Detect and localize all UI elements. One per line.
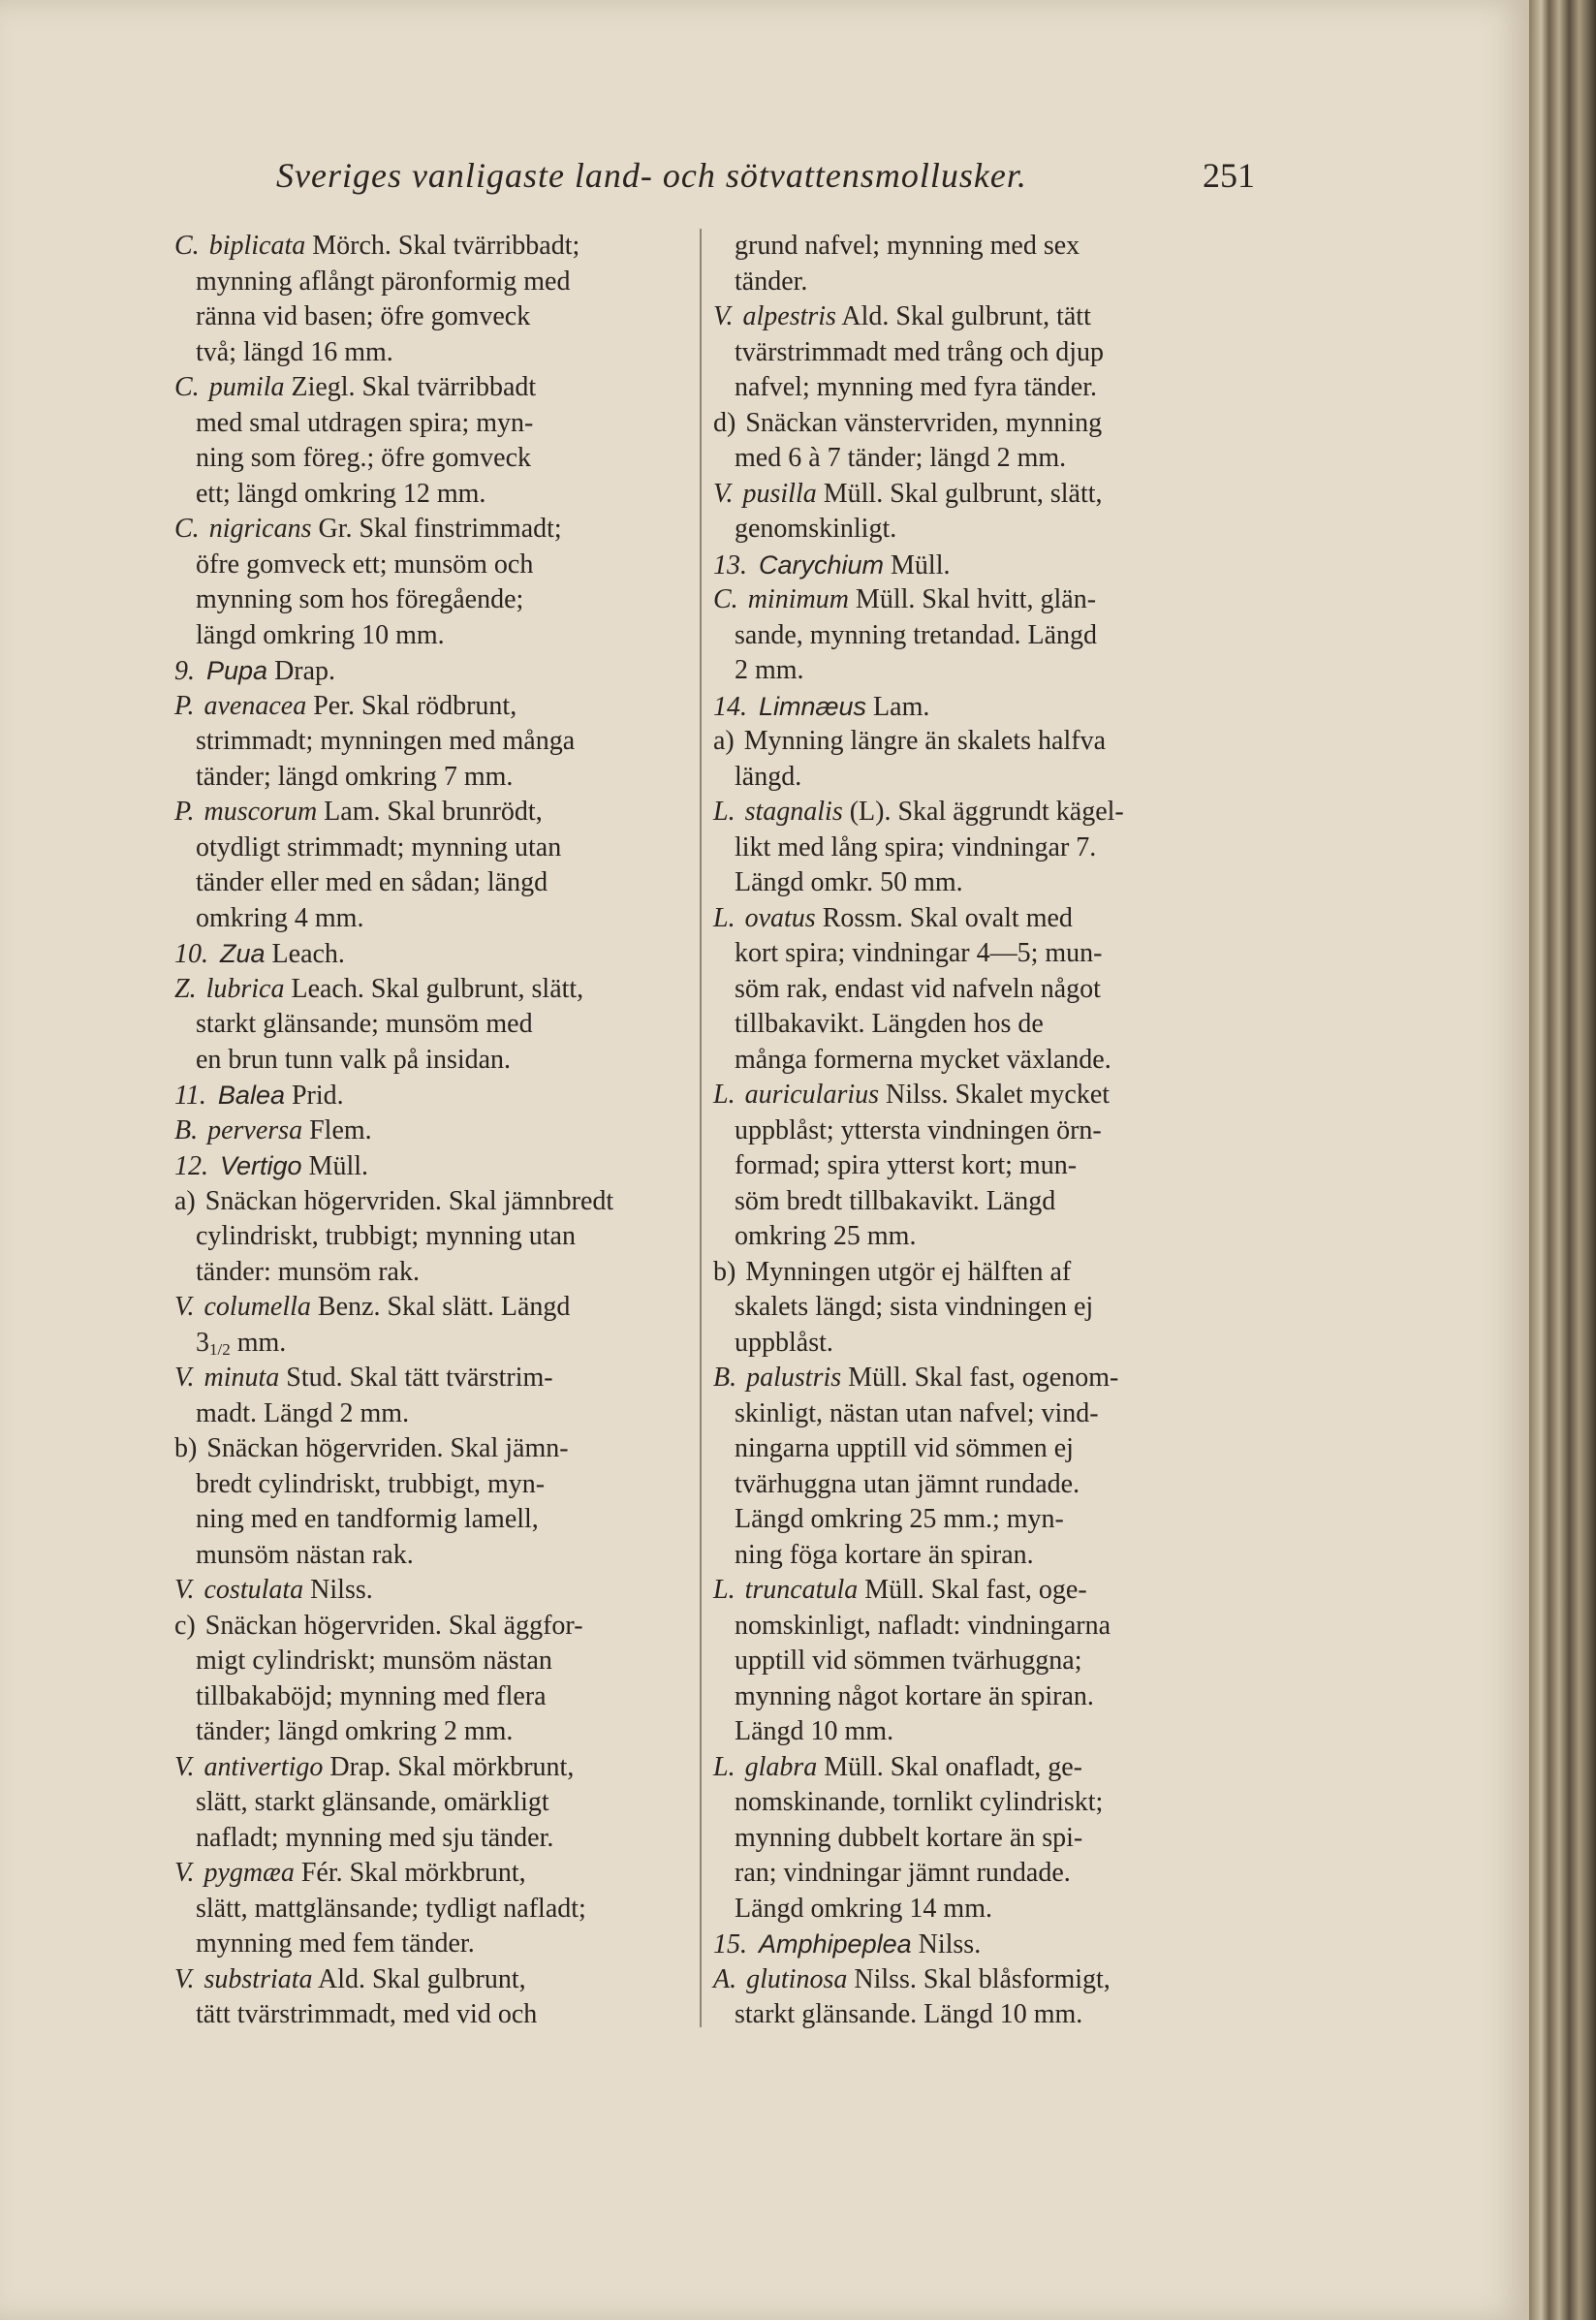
line-text: Müll. Skal fast, ogenom- [841,1363,1119,1393]
text-line [713,1962,1277,1998]
text-line [174,265,686,300]
text-line [713,1573,1277,1609]
species-name: pygmæa [203,1858,295,1888]
genus-name: Vertigo [220,1151,302,1180]
line-text: tillbakavikt. Längden hos de [735,1009,1044,1039]
entry-label: A. [713,1963,737,1994]
text-line [713,1148,1277,1184]
text-line [174,1361,686,1396]
text-line [713,653,1277,689]
entry-label: C. [174,372,200,402]
species-name: glutinosa [746,1963,848,1994]
genus-name: Limnæus [759,691,867,721]
line-text: Müll. Skal fast, oge- [858,1575,1087,1605]
entry-label: Z. [174,973,197,1004]
line-text: Nilss. Skal blåsformigt, [847,1963,1111,1994]
line-text: formad; spira ytterst kort; mun- [735,1150,1078,1180]
text-line [713,1856,1277,1892]
species-name: nigricans [208,514,312,544]
line-text: starkt glänsande. Längd 10 mm. [735,1999,1083,2029]
section-number: 12. [174,1151,208,1181]
text-line [174,1644,686,1679]
book-edge [1529,0,1596,2320]
text-line [174,370,686,406]
line-text: starkt glänsande; munsöm med [196,1009,533,1039]
line-text: ran; vindningar jämnt rundade. [735,1858,1071,1888]
text-line [174,1856,686,1892]
page-number: 251 [1203,156,1255,195]
text-line [174,1113,686,1149]
line-text: Prid. [284,1081,344,1111]
text-line [174,406,686,442]
text-line [174,1078,686,1113]
entry-label: L. [713,797,735,827]
text-line [174,1679,686,1715]
line-text: Stud. Skal tätt tvärstrim- [279,1363,553,1393]
line-text: 2 mm. [735,655,804,685]
text-line [713,1892,1277,1928]
text-line [174,335,686,371]
line-text: tätt tvärstrimmadt, med vid och [196,1999,538,2029]
text-line [713,1644,1277,1679]
line-text: ränna vid basen; öfre gomveck [196,301,531,331]
text-line [713,760,1277,796]
line-text: Gr. Skal finstrimmadt; [311,514,562,544]
entry-label: V. [174,1751,195,1782]
line-text: tänder; längd omkring 7 mm. [196,761,514,792]
species-name: muscorum [203,797,318,827]
text-line [713,441,1277,477]
line-text: Mynning längre än skalets halfva [743,726,1106,756]
text-line [174,760,686,796]
line-text: ning som föreg.; öfre gomveck [196,443,532,473]
line-text: Fér. Skal mörkbrunt, [294,1858,526,1888]
line-text: Drap. Skal mörkbrunt, [323,1751,575,1782]
line-text: slätt, starkt glänsande, omärkligt [196,1787,549,1817]
entry-label: V. [174,1963,195,1994]
entry-label: L. [713,902,735,933]
text-line [713,1609,1277,1645]
line-text: tvärhuggna utan jämnt rundade. [735,1468,1080,1499]
text-line [713,1927,1277,1962]
text-line [713,1502,1277,1538]
line-text: nomskinligt, nafladt: vindningarna [735,1610,1111,1641]
text-line [713,1679,1277,1715]
line-text: cylindriskt, trubbigt; mynning utan [196,1221,576,1251]
column-divider [700,229,702,2027]
entry-label: V. [713,478,734,509]
text-line [713,406,1277,442]
text-line [713,1219,1277,1255]
species-name: pusilla [742,478,817,509]
line-text: söm rak, endast vid nafveln något [735,973,1101,1004]
line-text: Ald. Skal gulbrunt, tätt [835,301,1091,331]
line-text: många formerna mycket växlande. [735,1044,1111,1075]
text-line [713,1821,1277,1857]
text-line [174,1502,686,1538]
line-text: slätt, mattglänsande; tydligt nafladt; [196,1893,586,1924]
species-name: palustris [746,1363,842,1393]
entry-label: C. [713,584,738,614]
line-text: tänder; längd omkring 2 mm. [196,1716,514,1746]
text-line [174,1785,686,1821]
line-text: Mörch. Skal tvärribbadt; [305,231,580,261]
species-name: alpestris [742,301,836,331]
line-text: Längd omkr. 50 mm. [735,867,963,897]
text-line [713,1184,1277,1220]
species-name: substriata [203,1963,313,1994]
text-line [174,689,686,725]
text-line [174,477,686,513]
entry-label: a) [174,1185,196,1216]
text-line [174,1467,686,1503]
line-text: Ziegl. Skal tvärribbadt [284,372,537,402]
text-line [174,1326,686,1362]
section-number: 10. [174,939,208,969]
species-name: minimum [747,584,849,614]
text-line [174,936,686,972]
line-text: upptill vid sömmen tvärhuggna; [735,1646,1082,1676]
species-name: columella [203,1292,311,1322]
text-line [713,724,1277,760]
text-line [713,1396,1277,1432]
line-text: Mynningen utgör ej hälften af [745,1256,1072,1287]
line-text: Benz. Skal slätt. Längd [310,1292,571,1322]
species-name: avenacea [203,690,307,721]
right-column [713,229,1277,2033]
species-name: truncatula [744,1575,859,1605]
line-text: bredt cylindriskt, trubbigt, myn- [196,1468,546,1499]
text-line [174,901,686,937]
line-text: Müll. Skal hvitt, glän- [848,584,1097,614]
line-text: Nilss. Skalet mycket [879,1080,1111,1110]
section-number: 11. [174,1081,206,1111]
text-line [713,1997,1277,2033]
entry-label: B. [174,1114,199,1145]
entry-label: c) [174,1610,196,1641]
text-line [174,1148,686,1184]
line-text: ett; längd omkring 12 mm. [196,478,486,509]
line-text: Leach. [265,939,345,969]
text-line [174,1609,686,1645]
species-name: pumila [208,372,285,402]
text-line [713,1538,1277,1574]
text-line [713,512,1277,548]
line-text: Müll. Skal onafladt, ge- [817,1751,1082,1782]
entry-label: L. [713,1575,735,1605]
text-line [713,1078,1277,1113]
text-line [713,265,1277,300]
species-name: lubrica [205,973,285,1004]
line-text: Rossm. Skal ovalt med [815,902,1073,933]
line-text: (L). Skal äggrundt kägel- [842,797,1124,827]
line-text: Längd 10 mm. [735,1716,894,1746]
entry-label: b) [713,1256,736,1287]
line-text: ningarna upptill vid sömmen ej [735,1433,1074,1463]
text-line [713,1714,1277,1750]
line-text: Snäckan högervriden. Skal jämnbredt [204,1185,614,1216]
text-line [174,1892,686,1928]
text-line [713,901,1277,937]
entry-label: P. [174,797,195,827]
text-line [174,618,686,654]
text-line [713,1750,1277,1786]
line-text: en brun tunn valk på insidan. [196,1044,512,1075]
line-text: uppblåst; yttersta vindningen örn- [735,1114,1102,1145]
text-line [713,229,1277,265]
text-line [713,831,1277,866]
text-line [713,370,1277,406]
entry-label: L. [713,1080,735,1110]
section-number: 15. [713,1929,747,1959]
text-line [174,441,686,477]
text-line [174,1997,686,2033]
line-text: tänder eller med en sådan; längd [196,867,548,897]
fraction: 1/2 [209,1339,231,1359]
text-line [713,1431,1277,1467]
text-line [174,1007,686,1043]
text-line [174,582,686,618]
text-line [713,582,1277,618]
text-line [174,1219,686,1255]
text-line [174,972,686,1008]
text-line [174,229,686,265]
text-line [174,831,686,866]
text-line [174,1396,686,1432]
line-text: Nilss. [911,1929,982,1959]
line-text: nafvel; mynning med fyra tänder. [735,372,1097,402]
line-text: Lam. Skal brunrödt, [317,797,543,827]
entry-label: d) [713,407,736,438]
genus-name: Zua [220,939,266,968]
line-text: med smal utdragen spira; myn- [196,407,534,438]
line-text: tänder. [735,266,808,297]
line-text: två; längd 16 mm. [196,336,393,367]
text-line [713,1290,1277,1326]
entry-label: L. [713,1751,735,1782]
text-line [713,1785,1277,1821]
line-text: madt. Längd 2 mm. [196,1397,410,1428]
text-line [174,1927,686,1962]
species-name: costulata [203,1575,304,1605]
line-text: nafladt; mynning med sju tänder. [196,1822,554,1853]
entry-label: V. [174,1858,195,1888]
line-text: tvärstrimmadt med trång och djup [735,336,1105,367]
text-line [713,1326,1277,1362]
text-line [174,795,686,831]
text-line [713,1113,1277,1149]
species-name: stagnalis [744,797,843,827]
line-text: omkring 4 mm. [196,902,364,933]
species-name: minuta [203,1363,280,1393]
text-line [713,795,1277,831]
text-line [174,1750,686,1786]
entry-label: V. [174,1575,195,1605]
text-line [713,1361,1277,1396]
genus-name: Balea [217,1081,285,1110]
line-text: mynning som hos föregående; [196,584,524,614]
text-line [174,1821,686,1857]
line-text: Nilss. [303,1575,373,1605]
section-number: 9. [174,656,195,686]
line-text: ning föga kortare än spiran. [735,1539,1034,1570]
text-line [174,724,686,760]
entry-label: B. [713,1363,737,1393]
line-text: skinligt, nästan utan nafvel; vind- [735,1397,1099,1428]
line-text: Drap. [267,656,336,686]
line-text: 3 [196,1327,209,1358]
entry-label: b) [174,1433,198,1463]
line-text: Müll. Skal gulbrunt, slätt, [816,478,1103,509]
text-line [713,1467,1277,1503]
line-text: otydligt strimmadt; mynning utan [196,831,562,862]
running-title: Sveriges vanligaste land- och sötvattensmollusker. [276,156,1027,195]
text-line [174,1573,686,1609]
text-line [174,1714,686,1750]
text-line [174,1962,686,1998]
entry-label: C. [174,514,200,544]
line-text: grund nafvel; mynning med sex [735,231,1080,261]
line-text: Längd omkring 14 mm. [735,1893,992,1924]
line-text: Müll. [884,549,951,580]
line-text: uppblåst. [735,1327,833,1358]
text-line [713,477,1277,513]
species-name: ovatus [744,902,816,933]
line-text: strimmadt; mynningen med många [196,726,576,756]
entry-label: V. [174,1363,195,1393]
line-text: ning med en tandformig lamell, [196,1504,539,1534]
text-line [713,1255,1277,1291]
text-line [174,865,686,901]
text-line [713,335,1277,371]
entry-label: V. [174,1292,195,1322]
entry-label: a) [713,726,735,756]
line-text: mynning något kortare än spiran. [735,1680,1094,1711]
line-text: mynning aflångt päronformig med [196,266,571,297]
line-text: tänder: munsöm rak. [196,1256,420,1287]
line-text: längd. [735,761,802,792]
section-number: 14. [713,691,747,722]
text-line [174,512,686,548]
entry-label: P. [174,690,195,721]
line-text: omkring 25 mm. [735,1221,917,1251]
text-line [713,689,1277,725]
text-line [713,1007,1277,1043]
line-text: migt cylindriskt; munsöm nästan [196,1646,552,1676]
species-name: antivertigo [203,1751,324,1782]
line-text: Snäckan vänstervriden, mynning [745,407,1103,438]
text-line [713,548,1277,583]
line-text: likt med lång spira; vindningar 7. [735,831,1097,862]
line-text: Lam. [866,691,930,722]
genus-name: Pupa [206,656,268,685]
text-line [713,1043,1277,1079]
text-line [174,1538,686,1574]
species-name: glabra [744,1751,818,1782]
line-text: genomskinligt. [735,514,897,544]
text-line [174,299,686,335]
line-text: munsöm nästan rak. [196,1539,414,1570]
text-line [174,1184,686,1220]
text-line [713,299,1277,335]
line-text: Leach. Skal gulbrunt, slätt, [284,973,584,1004]
entry-label: V. [713,301,734,331]
line-text: Per. Skal rödbrunt, [306,690,517,721]
entry-label: C. [174,231,200,261]
species-name: biplicata [208,231,306,261]
text-line [174,548,686,583]
line-text: nomskinande, tornlikt cylindriskt; [735,1787,1104,1817]
line-text: Snäckan högervriden. Skal äggfor- [204,1610,583,1641]
left-column [174,229,686,2033]
text-line [174,1255,686,1291]
page-header [276,155,1255,204]
line-text: söm bredt tillbakavikt. Längd [735,1185,1056,1216]
species-name: perversa [207,1114,303,1145]
line-text-2: mm. [230,1327,287,1358]
genus-name: Amphipeplea [759,1929,912,1959]
text-line [713,618,1277,654]
line-text: tillbakaböjd; mynning med flera [196,1680,547,1711]
line-text: med 6 à 7 tänder; längd 2 mm. [735,443,1067,473]
line-text: Ald. Skal gulbrunt, [312,1963,526,1994]
line-text: kort spira; vindningar 4—5; mun- [735,938,1103,968]
line-text: mynning med fem tänder. [196,1928,475,1959]
line-text: sande, mynning tretandad. Längd [735,619,1098,650]
text-line [174,1290,686,1326]
line-text: öfre gomveck ett; munsöm och [196,549,534,580]
text-line [174,1043,686,1079]
section-number: 13. [713,549,747,580]
line-text: skalets längd; sista vindningen ej [735,1292,1094,1322]
text-line [713,865,1277,901]
text-line [713,936,1277,972]
line-text: längd omkring 10 mm. [196,619,445,650]
line-text: Flem. [302,1114,372,1145]
line-text: Längd omkring 25 mm.; myn- [735,1504,1064,1534]
text-line [174,1431,686,1467]
line-text: Müll. [301,1151,369,1181]
text-line [174,653,686,689]
genus-name: Carychium [759,549,885,580]
line-text: Snäckan högervriden. Skal jämn- [206,1433,569,1463]
line-text: mynning dubbelt kortare än spi- [735,1822,1083,1853]
text-line [713,972,1277,1008]
species-name: auricularius [744,1080,880,1110]
